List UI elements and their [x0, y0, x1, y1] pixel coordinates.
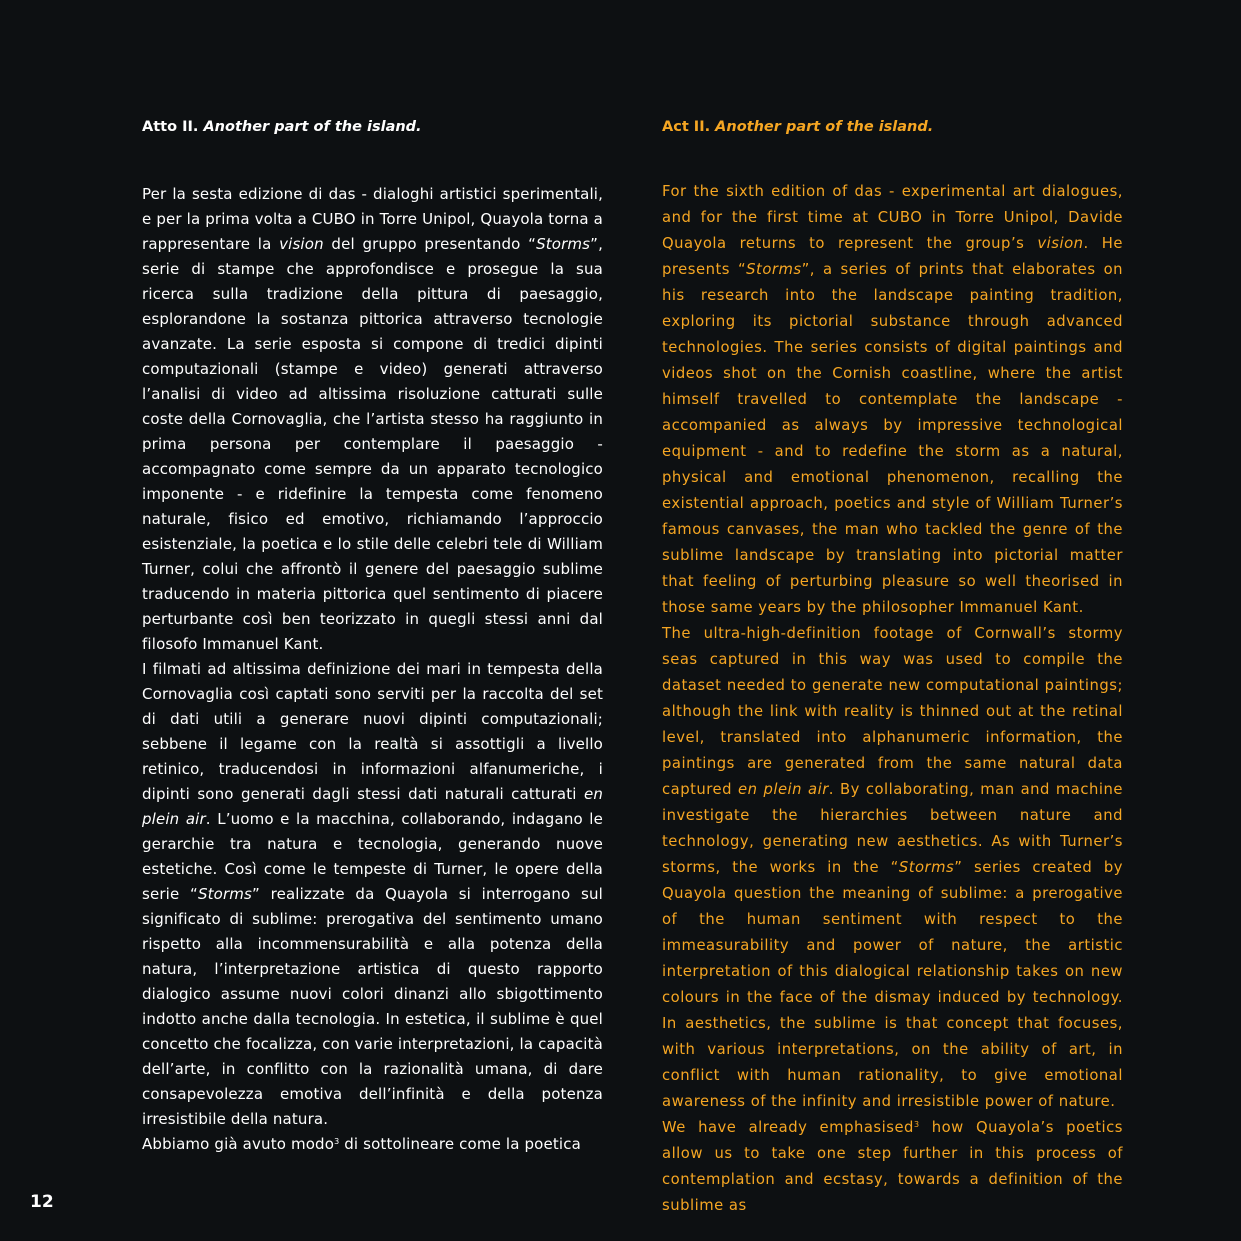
- text-run: The ultra-high-definition footage of Cornwall’s stormy seas captured in this way was used to compile the dataset needed to generate new computational paintings; although the link with reality is thinned out at the retinal level, translated into alphanumeric information, the paintings are generated from the same natural data captured: [662, 625, 1123, 798]
- english-heading: [662, 116, 1123, 138]
- text-run: how Quayola’s poetics allow us to take one step further in this process of contemplation and ecstasy, towards a definition of the sublime as: [662, 1119, 1123, 1214]
- italic-run: en plein air: [142, 785, 603, 828]
- text-run: Abbiamo già avuto modo: [142, 1135, 335, 1153]
- italian-heading: [142, 116, 603, 138]
- text-run: . L’uomo e la macchina, collaborando, indagano le gerarchie tra natura e tecnologia, generando nuove estetiche. Così come le tempeste di Turner, le opere della serie “: [142, 810, 603, 903]
- italian-body: [142, 182, 603, 1157]
- italian-column: [142, 116, 603, 1157]
- italian-heading-italic: Another part of the island.: [203, 119, 422, 135]
- italic-run: Storms: [536, 235, 591, 253]
- italic-run: Storms: [746, 261, 802, 278]
- footnote-ref: 3: [913, 1120, 920, 1129]
- text-run: I filmati ad altissima definizione dei mari in tempesta della Cornovaglia così captati sono serviti per la raccolta del set di dati utili a generare nuovi dipinti computazionali; sebbene il legame con la realtà si assottigli a livello retinico, traducendosi in informazioni alfanumeriche, i dipinti sono generati dagli stessi dati naturali catturati: [142, 660, 603, 803]
- italic-run: Storms: [197, 885, 253, 903]
- text-run: ” series created by Quayola question the meaning of sublime: a prerogative of the human sentiment with respect to the immeasurability and power of nature, the artistic interpretation of this dialogical relationship takes on new colours in the face of the dismay induced by technology. In aesthetics, the sublime is that concept that focuses, with various interpretations, on the ability of art, in conflict with human rationality, to give emotional awareness of the infinity and irresistible power of nature.: [662, 859, 1123, 1110]
- english-heading-prefix: Act II.: [662, 119, 716, 135]
- text-run: For the sixth edition of das - experimental art dialogues, and for the first time at CUBO in Torre Unipol, Davide Quayola returns to represent the group’s: [662, 183, 1123, 252]
- footnote-ref: 3: [334, 1137, 340, 1146]
- italic-run: vision: [279, 235, 324, 253]
- english-column: [662, 116, 1123, 1219]
- text-run: ”, serie di stampe che approfondisce e prosegue la sua ricerca sulla tradizione della pittura di paesaggio, esplorandone la sostanza pittorica attraverso tecnologie avanzate. La serie esposta si compone di tredici dipinti computazionali (stampe e video) generati attraverso l’analisi di video ad altissima risoluzione catturati sulle coste della Cornovaglia, che l’artista stesso ha raggiunto in prima persona per contemplare il paesaggio - accompagnato come sempre da un apparato tecnologico imponente - e ridefinire la tempesta come fenomeno naturale, fisico ed emotivo, richiamando l’approccio esistenziale, la poetica e lo stile delle celebri tele di William Turner, colui che affrontò il genere del paesaggio sublime traducendo in materia pittorica quel sentimento di piacere perturbante così ben teorizzato in quegli stessi anni dal filosofo Immanuel Kant.: [142, 235, 603, 653]
- italian-paragraph: [142, 182, 603, 657]
- text-run: ” realizzate da Quayola si interrogano sul significato di sublime: prerogativa del sentimento umano rispetto alla incommensurabilità e alla potenza della natura, l’interpretazione artistica di questo rapporto dialogico assume nuovi colori dinanzi allo sbigottimento indotto anche dalla tecnologia. In estetica, il sublime è quel concetto che focalizza, con varie interpretazioni, la capacità dell’arte, in conflitto con la razionalità umana, di dare consapevolezza emotiva dell’infinità e della potenza irresistibile della natura.: [142, 885, 603, 1128]
- page-number: 12: [30, 1192, 54, 1212]
- italic-run: Storms: [898, 859, 955, 876]
- italic-run: en plein air: [738, 781, 829, 798]
- text-run: Per la sesta edizione di das - dialoghi artistici sperimentali, e per la prima volta a CUBO in Torre Unipol, Quayola torna a rappresentare la: [142, 185, 603, 253]
- english-paragraph: [662, 179, 1123, 621]
- italian-paragraph: [142, 657, 603, 1132]
- text-run: ”, a series of prints that elaborates on his research into the landscape painting tradition, exploring its pictorial substance through advanced technologies. The series consists of digital paintings and videos shot on the Cornish coastline, where the artist himself travelled to contemplate the landscape - accompanied as always by impressive technological equipment - and to redefine the storm as a natural, physical and emotional phenomenon, recalling the existential approach, poetics and style of William Turner’s famous canvases, the man who tackled the genre of the sublime landscape by translating into pictorial matter that feeling of perturbing pleasure so well theorised in those same years by the philosopher Immanuel Kant.: [662, 261, 1123, 616]
- italian-paragraph: [142, 1132, 603, 1157]
- text-run: . By collaborating, man and machine investigate the hierarchies between nature and technology, generating new aesthetics. As with Turner’s storms, the works in the “: [662, 781, 1123, 876]
- italic-run: vision: [1037, 235, 1084, 252]
- english-heading-italic: Another part of the island.: [715, 119, 934, 135]
- english-paragraph: [662, 621, 1123, 1115]
- text-run: . He presents “: [662, 235, 1124, 278]
- text-run: del gruppo presentando “: [323, 235, 537, 253]
- english-body: [662, 179, 1123, 1219]
- text-run: We have already emphasised: [662, 1119, 914, 1136]
- italian-heading-prefix: Atto II.: [142, 119, 204, 135]
- english-paragraph: [662, 1115, 1123, 1219]
- text-run: di sottolineare come la poetica: [339, 1135, 581, 1153]
